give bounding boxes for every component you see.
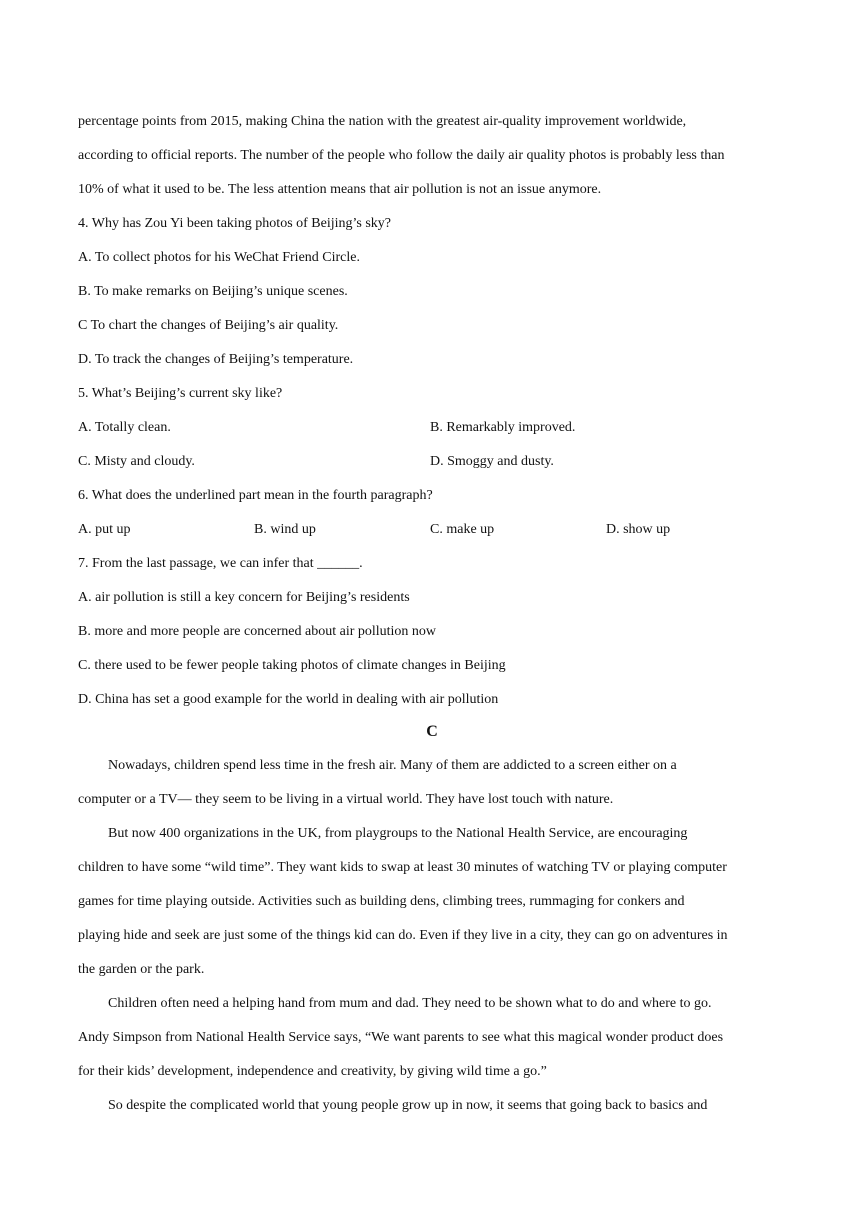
answer-option: C. Misty and cloudy. bbox=[78, 454, 195, 469]
paragraph-line: Andy Simpson from National Health Service says, “We want parents to see what this magical wonder product does bbox=[78, 1030, 724, 1045]
paragraph-line: But now 400 organizations in the UK, from playgroups to the National Health Service, are encouraging bbox=[108, 826, 688, 841]
answer-option: C. there used to be fewer people taking photos of climate changes in Beijing bbox=[78, 658, 506, 673]
answer-option: D. show up bbox=[606, 522, 671, 537]
paragraph-line: the garden or the park. bbox=[78, 962, 205, 977]
question-stem: 6. What does the underlined part mean in the fourth paragraph? bbox=[78, 488, 433, 503]
paragraph-line: playing hide and seek are just some of the things kid can do. Even if they live in a city, they can go on adventures in bbox=[78, 928, 728, 943]
answer-option: D. China has set a good example for the world in dealing with air pollution bbox=[78, 692, 499, 707]
answer-option: D. Smoggy and dusty. bbox=[430, 454, 554, 469]
answer-option: B. more and more people are concerned about air pollution now bbox=[78, 624, 437, 639]
paragraph-line: for their kids’ development, independence and creativity, by giving wild time a go.” bbox=[78, 1064, 547, 1079]
answer-option: B. To make remarks on Beijing’s unique scenes. bbox=[78, 284, 348, 299]
paragraph-line: games for time playing outside. Activities such as building dens, climbing trees, rummaging for conkers and bbox=[78, 894, 685, 909]
passage-line: 10% of what it used to be. The less attention means that air pollution is not an issue anymore. bbox=[78, 182, 602, 197]
paragraph-line: Nowadays, children spend less time in the fresh air. Many of them are addicted to a screen either on a bbox=[108, 758, 677, 773]
answer-option: A. put up bbox=[78, 522, 131, 537]
answer-option: A. Totally clean. bbox=[78, 420, 171, 435]
paragraph-line: children to have some “wild time”. They want kids to swap at least 30 minutes of watching TV or playing computer bbox=[78, 860, 727, 875]
answer-option: C. make up bbox=[430, 522, 495, 537]
paragraph-line: Children often need a helping hand from mum and dad. They need to be shown what to do and where to go. bbox=[108, 996, 712, 1011]
answer-option: D. To track the changes of Beijing’s temperature. bbox=[78, 352, 354, 367]
paragraph-line: So despite the complicated world that young people grow up in now, it seems that going back to basics and bbox=[108, 1098, 708, 1113]
question-stem: 7. From the last passage, we can infer that ______. bbox=[78, 556, 363, 571]
question-stem: 5. What’s Beijing’s current sky like? bbox=[78, 386, 283, 401]
section-heading: C bbox=[426, 723, 438, 740]
answer-option: A. air pollution is still a key concern for Beijing’s residents bbox=[78, 590, 410, 605]
answer-option: A. To collect photos for his WeChat Friend Circle. bbox=[78, 250, 360, 265]
answer-option: C To chart the changes of Beijing’s air quality. bbox=[78, 318, 339, 333]
passage-line: percentage points from 2015, making China the nation with the greatest air-quality improvement worldwide, bbox=[78, 114, 687, 129]
question-stem: 4. Why has Zou Yi been taking photos of Beijing’s sky? bbox=[78, 216, 392, 231]
passage-line: according to official reports. The number of the people who follow the daily air quality photos is probably less than bbox=[78, 148, 725, 163]
paragraph-line: computer or a TV— they seem to be living in a virtual world. They have lost touch with nature. bbox=[78, 792, 614, 807]
answer-option: B. Remarkably improved. bbox=[430, 420, 576, 435]
answer-option: B. wind up bbox=[254, 522, 316, 537]
